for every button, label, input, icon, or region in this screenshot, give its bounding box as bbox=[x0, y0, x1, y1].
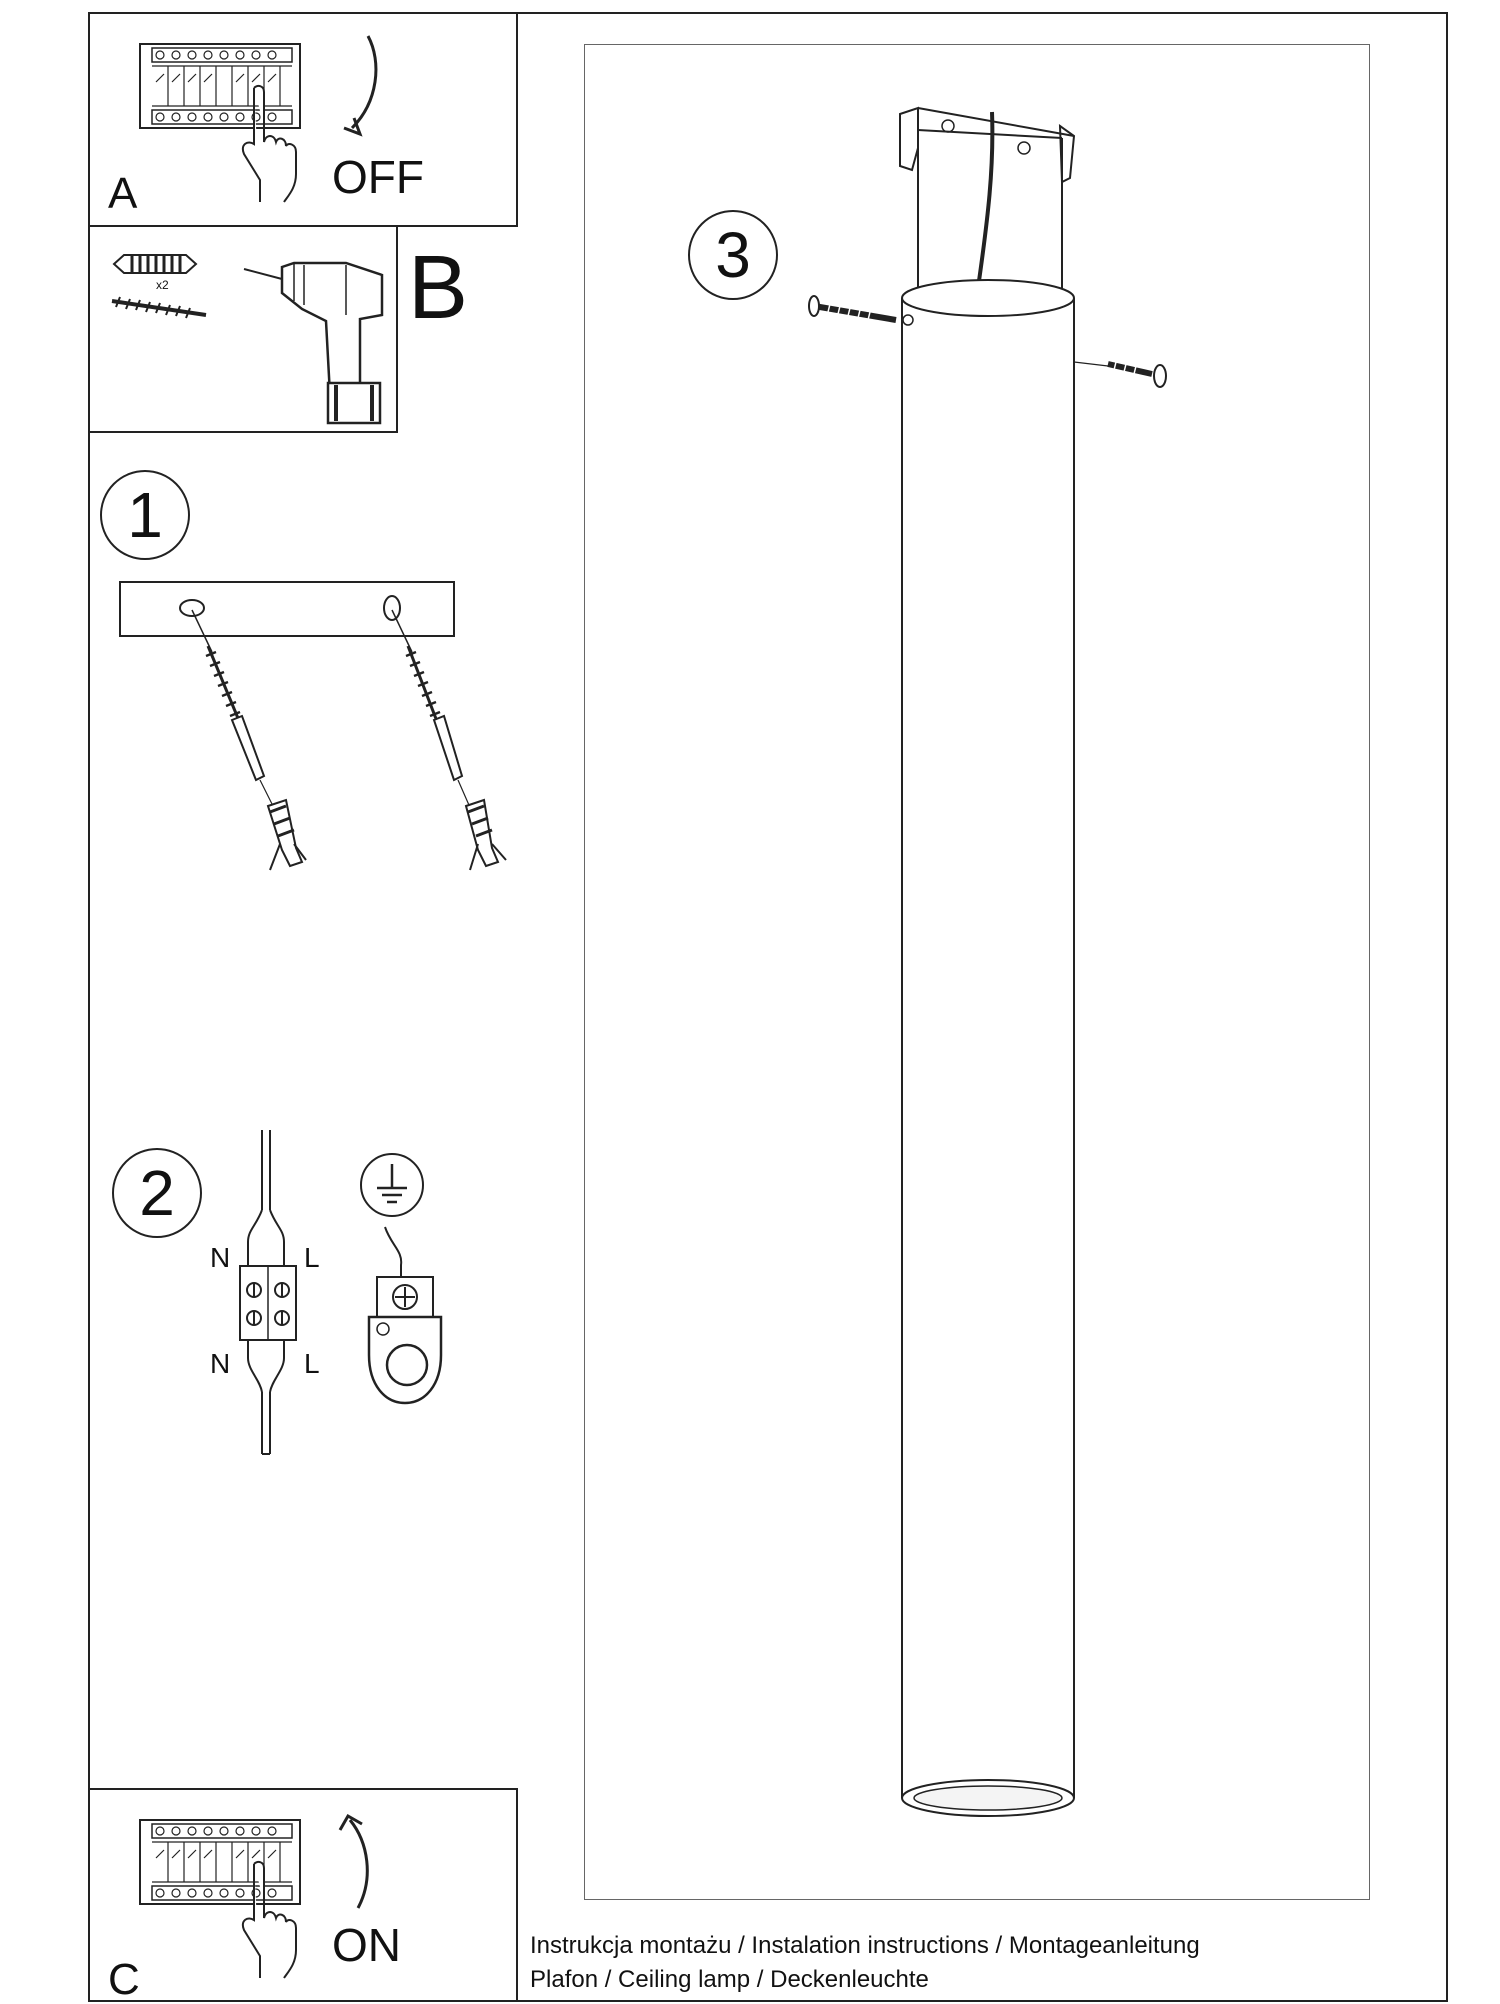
panel-a-action: OFF bbox=[332, 151, 424, 203]
wire-label-l-bottom: L bbox=[304, 1348, 320, 1379]
ground-symbol-icon bbox=[357, 1150, 427, 1220]
screw-icon bbox=[110, 293, 210, 323]
step-3-badge bbox=[688, 210, 778, 300]
panel-a-letter: A bbox=[108, 169, 138, 218]
hand-icon bbox=[230, 1860, 300, 1980]
panel-a bbox=[88, 12, 518, 227]
lamp-tube-icon bbox=[800, 108, 1200, 1828]
terminal-block-icon bbox=[226, 1130, 326, 1460]
wire-label-n-top: N bbox=[210, 1242, 231, 1273]
step-3-number: 3 bbox=[715, 219, 751, 291]
caption-instructions: Instrukcja montażu / Instalation instructions / Montageanleitung bbox=[530, 1932, 1200, 1959]
panel-b-letter: B bbox=[408, 238, 469, 338]
step-2-number: 2 bbox=[139, 1157, 175, 1229]
step-1-badge bbox=[100, 470, 190, 560]
step-2-badge bbox=[112, 1148, 202, 1238]
wire-label-l-top: L bbox=[304, 1242, 320, 1273]
panel-c-letter: C bbox=[108, 1955, 140, 2004]
panel-c-action: ON bbox=[332, 1919, 401, 1971]
panel-b-count: x2 bbox=[156, 278, 169, 292]
panel-c bbox=[88, 1788, 518, 2002]
panel-b bbox=[88, 225, 469, 433]
wall-plug-icon bbox=[110, 249, 200, 279]
step-1-number: 1 bbox=[127, 479, 163, 551]
curved-arrow-icon bbox=[328, 1808, 388, 1918]
hand-icon bbox=[230, 84, 300, 204]
curved-arrow-icon bbox=[330, 32, 390, 142]
wire-label-n-bottom: N bbox=[210, 1348, 231, 1379]
mounting-plate-icon bbox=[110, 580, 530, 900]
ground-terminal-icon bbox=[355, 1225, 455, 1425]
drill-icon bbox=[242, 245, 392, 425]
caption-product: Plafon / Ceiling lamp / Deckenleuchte bbox=[530, 1966, 929, 1993]
